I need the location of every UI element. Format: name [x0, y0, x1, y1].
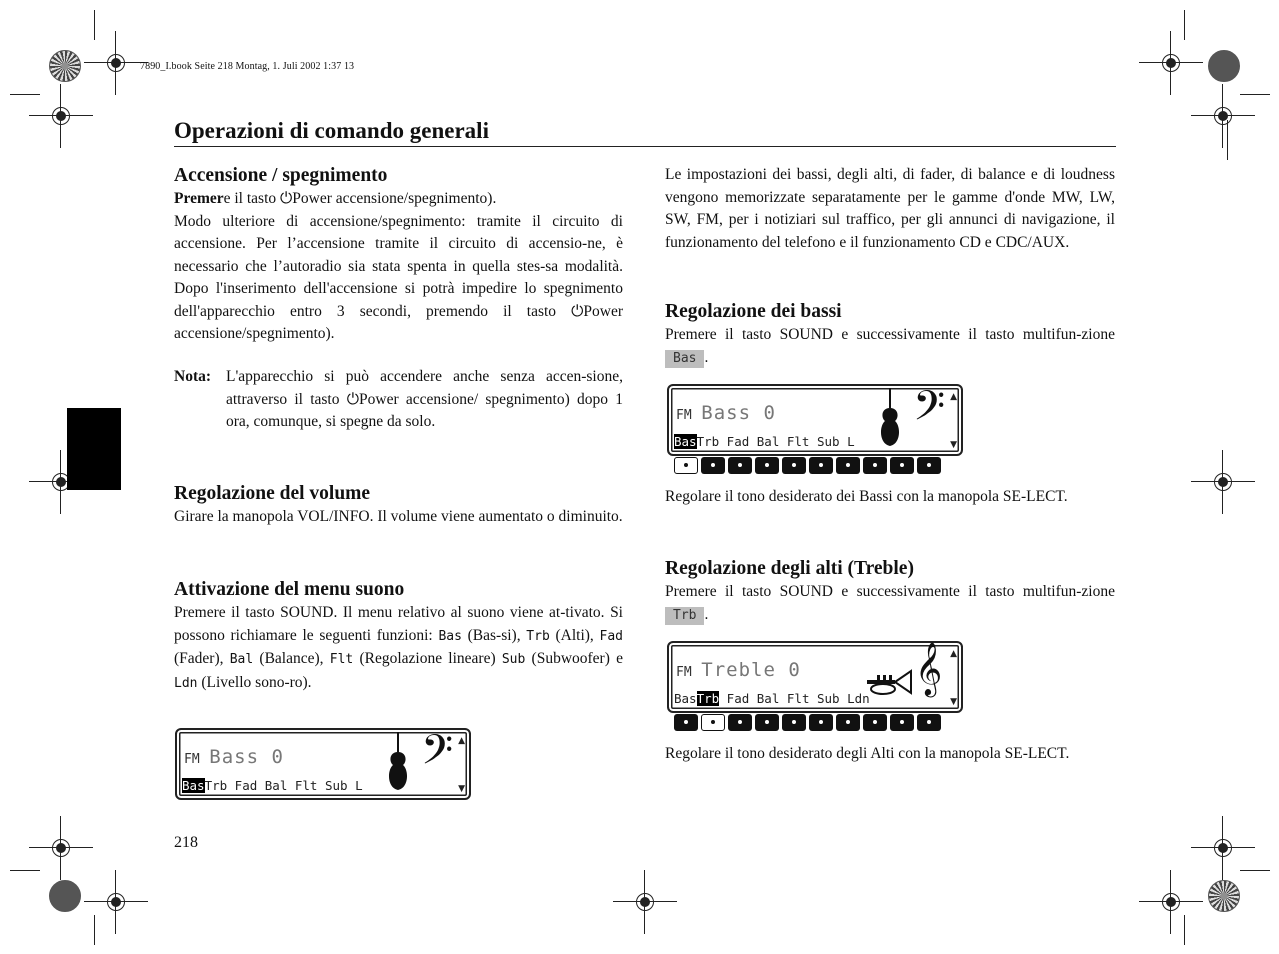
chapter-thumb-tab — [67, 408, 121, 490]
text: (Bas-si), — [461, 626, 527, 644]
text: Premere il tasto SOUND e successivamente il tasto multifun-zione — [665, 583, 1115, 600]
lcd-band: FM — [676, 665, 692, 680]
text: e il tasto — [223, 190, 281, 207]
lcd-menu-items: Trb Fad Bal Flt Sub L — [696, 434, 855, 449]
softkey-3[interactable] — [728, 457, 752, 474]
paragraph: Regolare il tono desiderato dei Bassi con la manopola SE-LECT. — [665, 488, 1068, 505]
note-text — [224, 366, 623, 434]
menu-code: Trb — [526, 628, 550, 644]
lcd-menu-selected: Bas — [674, 434, 697, 449]
menu-code: Ldn — [174, 675, 198, 691]
lcd-menu-item: Bas — [674, 691, 697, 706]
lcd-band: FM — [184, 752, 200, 767]
softkey-6[interactable] — [809, 714, 833, 731]
down-arrow-icon: ▼ — [950, 440, 957, 450]
volume-section — [174, 482, 623, 529]
lcd-display-treble — [667, 641, 963, 713]
up-arrow-icon: ▲ — [950, 649, 957, 659]
paragraph — [174, 211, 623, 346]
lcd-top-line — [184, 746, 284, 768]
lcd-display-sound-menu — [175, 728, 471, 800]
menu-code: Flt — [329, 652, 354, 667]
crop-mark — [1184, 915, 1185, 945]
text: Power accensione/spegnimento). — [174, 302, 623, 342]
violin-icon — [385, 732, 411, 794]
section-heading-bass: Regolazione dei bassi — [665, 301, 842, 322]
section-heading-power: Accensione / spegnimento — [174, 165, 388, 186]
crop-mark — [94, 10, 95, 40]
softkey-row-bass — [674, 457, 941, 474]
softkey-9[interactable] — [890, 714, 914, 731]
softkey-5[interactable] — [782, 457, 806, 474]
power-icon: ⏻ — [346, 390, 359, 408]
color-bar-top-right-icon — [1208, 50, 1240, 82]
color-bar-bottom-left-icon — [49, 880, 81, 912]
text: (Regolazione lineare) — [353, 650, 502, 667]
text: . — [704, 605, 709, 623]
softkey-8[interactable] — [863, 714, 887, 731]
crop-mark — [10, 94, 40, 95]
treble-instruction — [665, 743, 1115, 766]
text: Power accensione/spegnimento). — [292, 190, 497, 207]
bass-instruction — [665, 486, 1115, 509]
lcd-top-line — [676, 402, 776, 424]
lcd-menu-line — [674, 434, 855, 449]
lcd-value: Bass 0 — [209, 746, 284, 768]
text: Premere il tasto SOUND. Il menu relativo al suono viene at-tivato. Si possono richiamare le seguenti funzioni: — [174, 604, 623, 644]
softkey-2-active[interactable] — [701, 714, 725, 731]
page-title: Operazioni di comando generali — [174, 118, 489, 143]
registration-mark-icon — [1203, 462, 1243, 502]
lcd-menu-line — [182, 778, 363, 793]
lcd-menu-line — [674, 691, 870, 706]
softkey-row-treble — [674, 714, 941, 731]
paragraph: Girare la manopola VOL/INFO. Il volume viene aumentato o diminuito. — [174, 508, 623, 525]
sound-menu-section — [174, 578, 623, 695]
page-number: 218 — [174, 834, 198, 851]
lcd-value: Bass 0 — [701, 402, 776, 424]
registration-mark-icon — [96, 882, 136, 922]
bass-clef-icon: 𝄢 — [421, 726, 454, 784]
section-heading-treble: Regolazione degli alti (Treble) — [665, 558, 914, 579]
text: Modo ulteriore di accensione/spegnimento: tramite il circuito di accensione. Per l’accensione tramite il circuito di accensio-ne, è necessario che l’autoradio sia stata spenta in quella stes-sa modalità. Dopo l'inserimento dell'accensione si potrà impedire lo spegnimento dell'apparecchio entro 3 secondi, premendo il tasto — [174, 212, 623, 320]
crop-mark — [94, 915, 95, 945]
note-label: Nota: — [174, 368, 212, 385]
power-icon: ⏻ — [571, 302, 584, 320]
lcd-menu-items: Fad Bal Flt Sub Ldn — [719, 691, 870, 706]
title-rule — [174, 146, 1116, 147]
crop-mark — [1227, 120, 1228, 160]
softkey-7[interactable] — [836, 714, 860, 731]
note-block — [174, 366, 623, 434]
lcd-top-line — [676, 659, 801, 681]
left-column — [174, 164, 623, 346]
text: (Alti), — [549, 626, 600, 644]
lcd-band: FM — [676, 408, 692, 423]
text: (Livello sono-ro). — [197, 673, 312, 691]
text: Power accensione/ spegnimento) dopo 1 ora, comunque, si spegne da solo. — [226, 390, 623, 430]
up-arrow-icon: ▲ — [950, 392, 957, 402]
paragraph — [665, 581, 1115, 626]
lcd-menu-selected: Bas — [182, 778, 205, 793]
running-header: 7890_I.book Seite 218 Montag, 1. Juli 2002 1:37 13 — [140, 61, 355, 72]
softkey-7[interactable] — [836, 457, 860, 474]
softkey-1-active[interactable] — [674, 457, 698, 474]
registration-mark-icon — [1203, 828, 1243, 868]
treble-clef-icon: 𝄞 — [915, 641, 943, 695]
section-heading-sound-menu: Attivazione del menu suono — [174, 579, 405, 600]
paragraph: Le impostazioni dei bassi, degli alti, di fader, di balance e di loudness vengono memorizzate separatamente per le gamme d'onde MW, LW, SW, FM, per i notiziari sul traffico, per gli annunci di navigazione, il funzionamento del telefono e il funzionamento CD e CDC/AUX. — [665, 166, 1115, 251]
registration-mark-icon — [625, 882, 665, 922]
softkey-9[interactable] — [890, 457, 914, 474]
paragraph — [665, 324, 1115, 369]
paragraph: Regolare il tono desiderato degli Alti con la manopola SE-LECT. — [665, 745, 1070, 762]
section-heading-volume: Regolazione del volume — [174, 483, 371, 504]
menu-code: Fad — [599, 628, 623, 644]
menu-code: Sub — [501, 652, 526, 667]
bold-text: Premer — [174, 190, 224, 207]
softkey-5[interactable] — [782, 714, 806, 731]
lcd-menu-selected: Trb — [696, 691, 720, 706]
bass-clef-icon: 𝄢 — [913, 382, 946, 440]
right-column-intro — [665, 164, 1115, 254]
registration-mark-icon — [41, 96, 81, 136]
crop-mark — [1240, 94, 1270, 95]
registration-mark-icon — [1151, 882, 1191, 922]
up-arrow-icon: ▲ — [458, 736, 465, 746]
registration-mark-icon — [1151, 43, 1191, 83]
softkey-4[interactable] — [755, 457, 779, 474]
text: Premere il tasto SOUND e successivamente il tasto multifun-zione — [665, 326, 1115, 343]
violin-icon — [877, 388, 903, 450]
paragraph — [174, 188, 623, 211]
paragraph — [174, 602, 623, 695]
softkey-bas: Bas — [665, 350, 704, 368]
text: (Balance), — [253, 650, 330, 667]
crop-mark — [1240, 870, 1270, 871]
text: (Subwoofer) e — [525, 650, 623, 667]
registration-mark-icon — [96, 43, 136, 83]
text: . — [704, 348, 709, 366]
softkey-10[interactable] — [917, 714, 941, 731]
crop-mark — [10, 870, 40, 871]
registration-mark-icon — [1203, 96, 1243, 136]
softkey-8[interactable] — [863, 457, 887, 474]
menu-code: Bal — [229, 652, 254, 667]
lcd-display-bass — [667, 384, 963, 456]
color-bar-top-left-icon — [49, 50, 81, 82]
text: (Fader), — [174, 650, 230, 667]
treble-section — [665, 557, 1115, 626]
registration-mark-icon — [41, 828, 81, 868]
softkey-4[interactable] — [755, 714, 779, 731]
softkey-2[interactable] — [701, 457, 725, 474]
down-arrow-icon: ▼ — [458, 784, 465, 794]
power-icon: ⏻ — [280, 190, 293, 207]
crop-mark — [1184, 10, 1185, 40]
lcd-value: Treble 0 — [701, 659, 801, 681]
bass-section — [665, 300, 1115, 369]
softkey-10[interactable] — [917, 457, 941, 474]
menu-code: Bas — [438, 628, 462, 644]
softkey-1[interactable] — [674, 714, 698, 731]
color-bar-bottom-right-icon — [1208, 880, 1240, 912]
trumpet-icon — [865, 667, 913, 697]
lcd-menu-items: Trb Fad Bal Flt Sub L — [204, 778, 363, 793]
text: L'apparecchio si può accendere anche senza accen-sione, attraverso il tasto — [226, 368, 623, 408]
softkey-3[interactable] — [728, 714, 752, 731]
down-arrow-icon: ▼ — [950, 697, 957, 707]
softkey-trb: Trb — [665, 607, 704, 625]
softkey-6[interactable] — [809, 457, 833, 474]
